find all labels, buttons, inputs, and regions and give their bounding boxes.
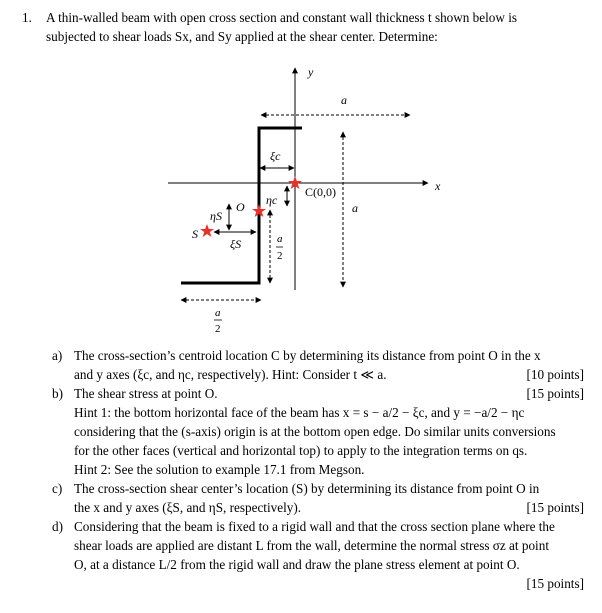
- eta-c-label: ηc: [266, 193, 278, 207]
- xi-c-label: ξc: [270, 149, 281, 163]
- part-d: [52, 517, 584, 593]
- part-c-points: [15 points]: [526, 500, 584, 515]
- part-b-hint-2: considering that the (s-axis) origin is at the bottom open edge. Do similar units conversions: [74, 424, 556, 439]
- part-d-line-1: Considering that the beam is fixed to a rigid wall and that the cross section plane where the: [74, 519, 555, 534]
- x-axis-label: x: [435, 179, 441, 193]
- part-c: [52, 479, 584, 517]
- part-c-line-2: the x and y axes (ξS, and ηS, respectively).: [74, 500, 302, 515]
- part-b-hint-1: Hint 1: the bottom horizontal face of the beam has x = s − a/2 − ξc, and y = −a/2 − ηc: [74, 405, 525, 420]
- dim-bottom-den: 2: [215, 323, 221, 335]
- dim-web-den: 2: [277, 250, 283, 262]
- part-a-line-2: and y axes (ξc, and ηc, respectively). Hint: Consider t ≪ a.: [74, 367, 387, 382]
- part-a: [52, 346, 584, 384]
- part-a-label: a): [52, 348, 63, 363]
- dim-right-label: a: [352, 201, 358, 215]
- dim-web-num: a: [277, 233, 283, 245]
- intro-line-2: subjected to shear loads Sx, and Sy applied at the shear center. Determine:: [46, 29, 438, 44]
- part-c-label: c): [52, 481, 63, 496]
- part-b: [52, 384, 584, 479]
- part-a-line-1: The cross-section’s centroid location C by determining its distance from point O in the x: [74, 348, 541, 363]
- part-d-label: d): [52, 519, 63, 534]
- eta-s-label: ηS: [210, 209, 222, 223]
- xi-s-label: ξS: [230, 237, 242, 251]
- part-b-points: [15 points]: [526, 386, 584, 401]
- part-b-label: b): [52, 386, 63, 401]
- part-b-hint-4: Hint 2: See the solution to example 17.1 from Megson.: [74, 462, 365, 477]
- intro-line-1: A thin-walled beam with open cross section and constant wall thickness t shown below is: [46, 10, 518, 25]
- shear-center-star: [200, 224, 214, 237]
- dim-bottom-num: a: [215, 307, 221, 319]
- part-b-line-1: The shear stress at point O.: [74, 386, 218, 401]
- part-c-line-1: The cross-section shear center’s location (S) by determining its distance from point O in: [74, 481, 540, 496]
- problem-number: 1.: [22, 10, 32, 25]
- dim-top-label: a: [341, 93, 347, 107]
- y-axis-label: y: [308, 65, 314, 79]
- part-d-points: [15 points]: [526, 576, 584, 591]
- part-b-hint-3: for the other faces (vertical and horizontal top) to apply to the integration terms on qs.: [74, 443, 528, 458]
- part-d-line-2: shear loads are applied are distant L from the wall, determine the normal stress σz at point: [74, 538, 549, 553]
- part-d-line-3: O, at a distance L/2 from the rigid wall and draw the plane stress element at point O.: [74, 557, 520, 572]
- part-a-points: [10 points]: [526, 367, 584, 382]
- point-s-label: S: [192, 227, 198, 241]
- question-parts: [52, 346, 584, 593]
- centroid-label: C(0,0): [305, 185, 336, 199]
- point-o-label: O: [236, 200, 245, 214]
